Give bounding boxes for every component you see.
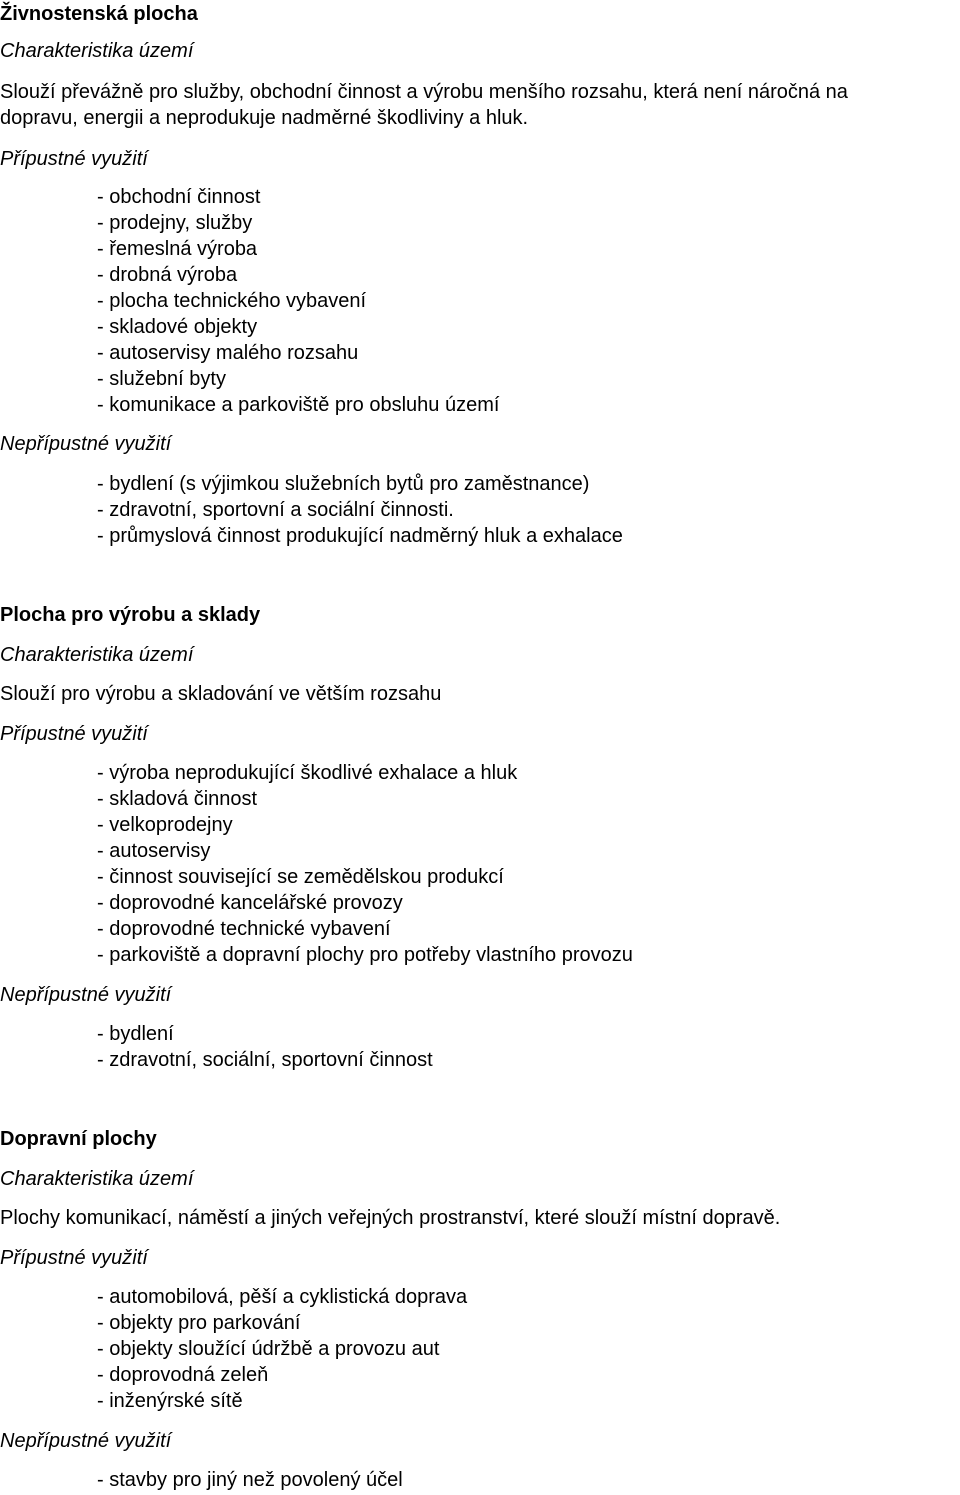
list-item: - výroba neprodukující škodlivé exhalace a hluk bbox=[97, 762, 518, 784]
list-item: - drobná výroba bbox=[97, 264, 238, 286]
characteristic-heading: Charakteristika území bbox=[0, 644, 194, 666]
list-item: - skladová činnost bbox=[97, 788, 258, 810]
list-item: - objekty pro parkování bbox=[97, 1312, 301, 1334]
list-item: - doprovodné kancelářské provozy bbox=[97, 892, 403, 914]
list-item: - inženýrské sítě bbox=[97, 1390, 243, 1412]
list-item: - doprovodná zeleň bbox=[97, 1364, 269, 1386]
list-item: - bydlení bbox=[97, 1023, 174, 1045]
list-item: - průmyslová činnost produkující nadměrný hluk a exhalace bbox=[97, 525, 623, 547]
list-item: - autoservisy malého rozsahu bbox=[97, 342, 359, 364]
section-title: Plocha pro výrobu a sklady bbox=[0, 604, 261, 626]
list-item: - zdravotní, sportovní a sociální činnosti. bbox=[97, 499, 454, 521]
list-item: - obchodní činnost bbox=[97, 186, 261, 208]
list-item: - plocha technického vybavení bbox=[97, 290, 367, 312]
forbidden-heading: Nepřípustné využití bbox=[0, 1430, 172, 1452]
allowed-heading: Přípustné využití bbox=[0, 1247, 148, 1269]
list-item: - bydlení (s výjimkou služebních bytů pro zaměstnance) bbox=[97, 473, 590, 495]
list-item: - velkoprodejny bbox=[97, 814, 233, 836]
characteristic-text: Slouží pro výrobu a skladování ve větším rozsahu bbox=[0, 683, 442, 705]
allowed-heading: Přípustné využití bbox=[0, 723, 148, 745]
section-title: Živnostenská plocha bbox=[0, 3, 198, 25]
characteristic-text: Slouží převážně pro služby, obchodní činnost a výrobu menšího rozsahu, která není náročná na bbox=[0, 81, 848, 103]
list-item: - objekty sloužící údržbě a provozu aut bbox=[97, 1338, 440, 1360]
section-title: Dopravní plochy bbox=[0, 1128, 157, 1150]
list-item: - komunikace a parkoviště pro obsluhu území bbox=[97, 394, 500, 416]
allowed-heading: Přípustné využití bbox=[0, 148, 148, 170]
forbidden-heading: Nepřípustné využití bbox=[0, 984, 172, 1006]
characteristic-text: Plochy komunikací, náměstí a jiných veřejných prostranství, které slouží místní dopravě. bbox=[0, 1207, 781, 1229]
list-item: - automobilová, pěší a cyklistická doprava bbox=[97, 1286, 468, 1308]
list-item: - skladové objekty bbox=[97, 316, 258, 338]
characteristic-heading: Charakteristika území bbox=[0, 1168, 194, 1190]
list-item: - činnost související se zemědělskou produkcí bbox=[97, 866, 504, 888]
characteristic-heading: Charakteristika území bbox=[0, 40, 194, 62]
list-item: - prodejny, služby bbox=[97, 212, 253, 234]
list-item: - řemeslná výroba bbox=[97, 238, 258, 260]
forbidden-heading: Nepřípustné využití bbox=[0, 433, 172, 455]
list-item: - parkoviště a dopravní plochy pro potřeby vlastního provozu bbox=[97, 944, 633, 966]
list-item: - služební byty bbox=[97, 368, 226, 390]
list-item: - zdravotní, sociální, sportovní činnost bbox=[97, 1049, 433, 1071]
list-item: - autoservisy bbox=[97, 840, 211, 862]
characteristic-text: dopravu, energii a neprodukuje nadměrné škodliviny a hluk. bbox=[0, 107, 529, 129]
list-item: - stavby pro jiný než povolený účel bbox=[97, 1469, 403, 1491]
list-item: - doprovodné technické vybavení bbox=[97, 918, 391, 940]
